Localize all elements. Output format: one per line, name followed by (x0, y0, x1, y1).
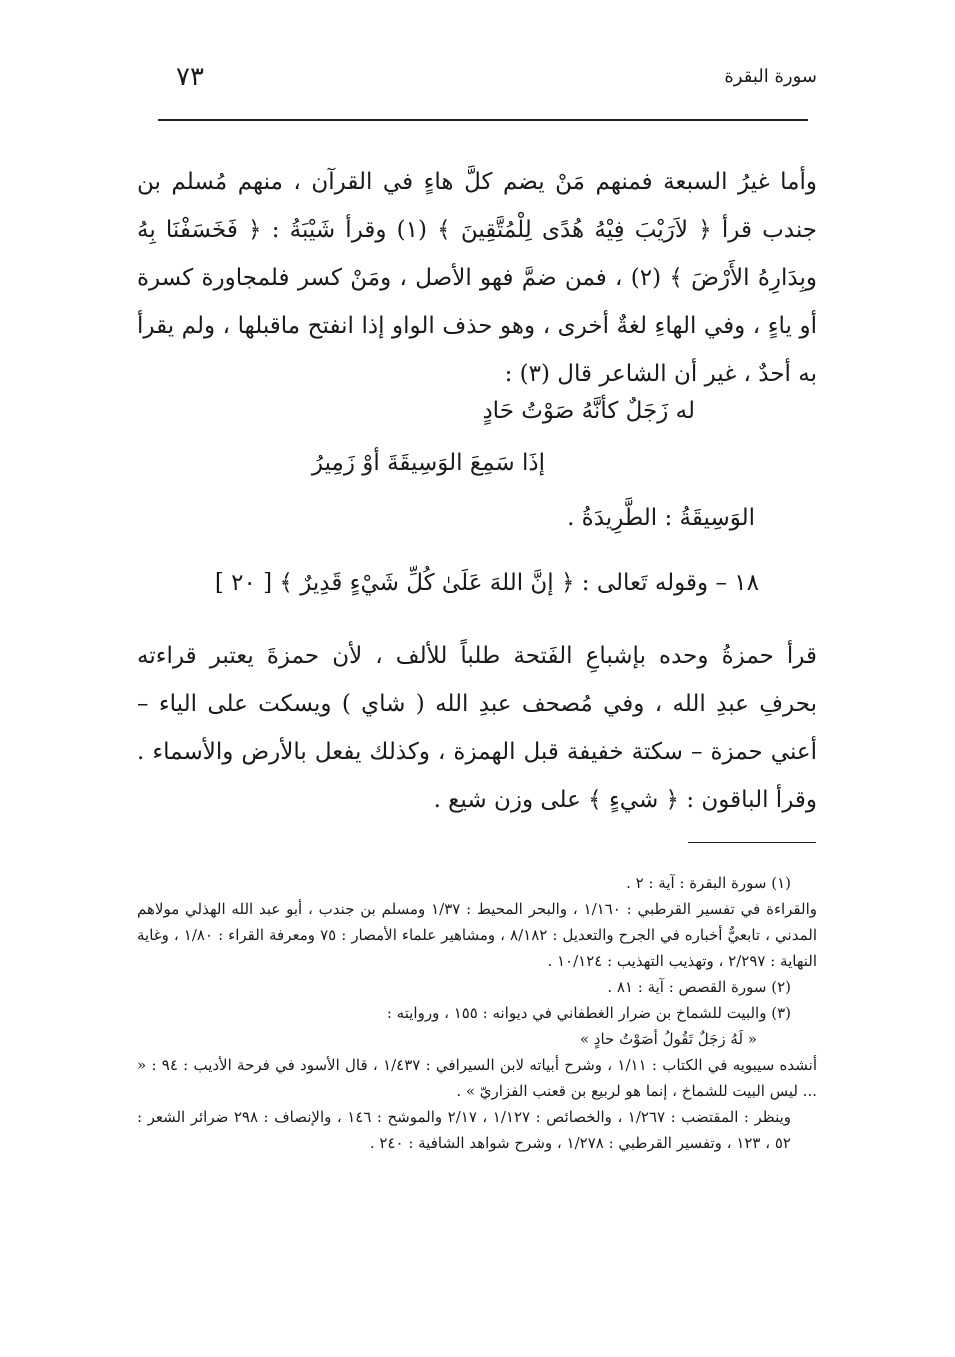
footnote-2: (٢) سورة القصص : آية : ٨١ . (607, 978, 791, 996)
header-divider (158, 119, 808, 121)
verse-line-1: له زَجَلٌ كأنَّهُ صَوْتُ حَادٍ (482, 398, 695, 424)
ayah-heading: ١٨ – وقوله تَعالى : ﴿ إنَّ اللهَ عَلَىٰ كُلِّ شَيْءٍ قَدِيرٌ ﴾ [ ٢٠ ] (214, 570, 759, 596)
footnote-3-poem: « لَهُ زجَلٌ تَقُولُ أصَوْتُ حادٍ » (579, 1030, 757, 1048)
verse-line-2: إذَا سَمِعَ الوَسِيقَةَ أوْ زَمِيرُ (311, 450, 545, 476)
footnote-3-detail: أنشده سيبويه في الكتاب : ١/١١ ، وشرح أبياته لابن السيرافي : ١/٤٣٧ ، قال الأسود في فرحة الأديب : ٩٤ : « ... ليس البيت للشماخ ، إنما هو لربيع بن قعنب الفزاريّ » . (137, 1056, 817, 1100)
page-number: ٧٣ (176, 62, 204, 92)
footnote-1: (١) سورة البقرة : آية : ٢ . (626, 874, 791, 892)
main-paragraph (137, 158, 817, 398)
paragraph-2: قرأ حمزةُ وحده بإشباعِ الفَتحة طلباً للألف ، لأن حمزةَ يعتبر قراءته بحرفِ عبدِ الله ، وفي مُصحف عبدِ الله ( شاي ) ويسكت على الياء – أعني حمزة – سكتة خفيفة قبل الهمزة ، وكذلك يفعل بالأرض والأسماء . وقرأ الباقون : ﴿ شيءٍ ﴾ على وزن شيع . (137, 643, 817, 813)
footnote-3: (٣) والبيت للشماخ بن ضرار الغطفاني في ديوانه : ١٥٥ ، وروايته : (386, 1004, 791, 1022)
word-gloss: الوَسِيقَةُ : الطَّرِيدَةُ . (567, 505, 755, 531)
footnote-3-references: وينظر : المقتضب : ١/٢٦٧ ، والخصائص : ١/١٢٧ ، ٢/١٧ والموشح : ١٤٦ ، والإنصاف : ٢٩٨ ضرائر الشعر : ٥٢ ، ١٢٣ ، وتفسير القرطبي : ١/٢٧٨ ، وشرح شواهد الشافية : ٢٤٠ . (137, 1108, 792, 1152)
footnotes (137, 870, 817, 1156)
second-paragraph (137, 632, 817, 824)
footnote-1-detail: والقراءة في تفسير القرطبي : ١/١٦٠ ، والبحر المحيط : ١/٣٧ ومسلم بن جندب ، أبو عبد الله الهذلي مولاهم المدني ، تابعيٌّ أخباره في الجرح والتعديل : ٨/١٨٢ ، ومشاهير علماء الأمصار : ٧٥ ومعرفة القراء : ١/٨٠ ، وغاية النهاية : ٢/٢٩٧ ، وتهذيب التهذيب : ١٠/١٢٤ . (137, 900, 818, 970)
running-header-title: سورة البقرة (724, 66, 817, 87)
footnote-divider (688, 842, 816, 843)
paragraph-1: وأما غيرُ السبعة فمنهم مَنْ يضم كلَّ هاءٍ في القرآن ، منهم مُسلم بن جندب قرأ ﴿ لاَرَيْبَ فِيْهُ هُدًى لِلْمُتَّقِينَ ﴾ (١) وقرأ شَيْبَةُ : ﴿ فَخَسَفْنَا بِهُ وبِدَارِهُ الأَرْضَ ﴾ (٢) ، فمن ضمَّ فهو الأصل ، ومَنْ كسر فلمجاورة كسرة أو ياءٍ ، وفي الهاءِ لغةٌ أخرى ، وهو حذف الواو إذا انفتح ماقبلها ، ولم يقرأ به أحدٌ ، غير أن الشاعر قال (٣) : (137, 169, 818, 387)
